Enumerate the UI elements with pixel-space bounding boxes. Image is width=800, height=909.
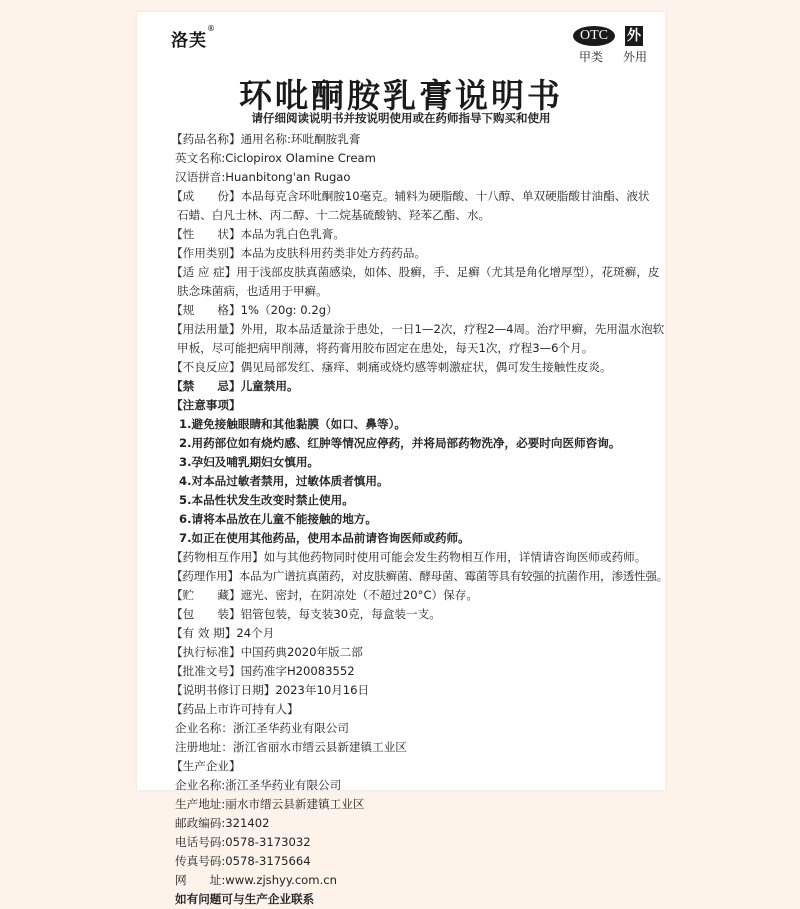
section-text: 本品为广谱抗真菌药，对皮肤癣菌、酵母菌、霉菌等具有较强的抗菌作用，渗透性强。 — [238, 569, 668, 583]
field-label: 注册地址： — [175, 740, 233, 754]
field-value: 丽水市缙云县新建镇工业区 — [225, 797, 365, 811]
precaution-item: 5.本品性状发生改变时禁止使用。 — [179, 493, 354, 507]
spec-row — [171, 301, 661, 320]
pinyin-row — [171, 168, 661, 187]
section-label: 【批准文号】 — [171, 664, 241, 678]
section-text: 儿童禁用。 — [240, 379, 299, 393]
website-row — [171, 871, 661, 890]
field-label: 电话号码: — [175, 835, 226, 849]
registered-mark: ® — [207, 24, 216, 33]
usage-row — [171, 320, 665, 339]
section-text: 1%（20g: 0.2g） — [240, 303, 338, 317]
section-text: 国药准字H20083552 — [240, 664, 355, 678]
drug-name-row — [171, 130, 661, 149]
section-label: 【包 装】 — [171, 607, 241, 621]
generic-name: 环吡酮胺乳膏 — [290, 132, 361, 146]
section-text: 用于浅部皮肤真菌感染，如体、股癣，手、足癣（尤其是角化增厚型），花斑癣，皮 — [236, 265, 660, 279]
brand-name: 洛芙 — [171, 31, 207, 51]
field-label: 传真号码: — [175, 854, 226, 868]
otc-class-label: 甲类 — [579, 50, 604, 64]
section-label: 【药品名称】 — [171, 132, 241, 146]
adverse-row — [171, 358, 661, 377]
section-label: 【执行标准】 — [171, 645, 241, 659]
external-use-icon: 外 — [627, 28, 641, 44]
otc-badges — [573, 26, 653, 66]
field-label: 英文名称: — [175, 151, 226, 165]
section-text: 外用，取本品适量涂于患处，一日1—2次，疗程2—4周。治疗甲癣，先用温水泡软 — [240, 322, 665, 336]
precaution-item: 2.用药部位如有烧灼感、红肿等情况应停药，并将局部药物洗净，必要时向医师咨询。 — [179, 436, 621, 450]
indications-row-cont: 肤念珠菌病，也适用于甲癣。 — [177, 284, 328, 298]
fax-row — [171, 852, 661, 871]
revision-row — [171, 681, 661, 700]
section-label: 【有 效 期】 — [171, 626, 237, 640]
english-name: Ciclopirox Olamine Cream — [225, 151, 376, 165]
contact-note: 如有问题可与生产企业联系 — [175, 892, 315, 906]
holder-heading: 【药品上市许可持有人】 — [171, 702, 299, 716]
postcode-row — [171, 814, 661, 833]
manufacturer-heading: 【生产企业】 — [171, 759, 241, 773]
phone-row — [171, 833, 661, 852]
field-value: 321402 — [225, 816, 270, 830]
section-label: 【不良反应】 — [171, 360, 241, 374]
precaution-item: 3.孕妇及哺乳期妇女慎用。 — [179, 455, 320, 469]
section-label: 【规 格】 — [171, 303, 241, 317]
section-label: 【药物相互作用】 — [171, 550, 264, 564]
field-value: 浙江圣华药业有限公司 — [225, 778, 342, 792]
section-text: 本品为皮肤科用药类非处方药药品。 — [240, 246, 427, 260]
document-subtitle: 请仔细阅读说明书并按说明使用或在药师指导下购买和使用 — [251, 111, 551, 125]
description-row — [171, 225, 661, 244]
pinyin-name: Huanbitong'an Rugao — [225, 170, 351, 184]
field-label: 企业名称： — [175, 721, 233, 735]
section-label: 【药理作用】 — [171, 569, 239, 583]
field-value: 浙江圣华药业有限公司 — [232, 721, 349, 735]
usage-row-cont: 甲板，尽可能把病甲削薄，将药膏用胶布固定在患处，每天1次，疗程3—6个月。 — [177, 341, 594, 355]
ingredients-row-cont: 石蜡、白凡士林、丙二醇、十二烷基硫酸钠、羟苯乙酯、水。 — [177, 208, 491, 222]
instruction-leaflet — [137, 12, 668, 906]
document-title: 环吡酮胺乳膏说明书 — [239, 76, 563, 115]
standard-row — [171, 643, 661, 662]
precaution-item: 6.请将本品放在儿童不能接触的地方。 — [179, 512, 377, 526]
validity-row — [171, 624, 661, 643]
otc-icon: OTC — [573, 26, 615, 46]
section-label: 【用法用量】 — [171, 322, 241, 336]
field-label: 生产地址: — [175, 797, 226, 811]
field-label: 邮政编码: — [175, 816, 226, 830]
package-row — [171, 605, 661, 624]
indications-row — [171, 263, 661, 282]
section-text: 中国药典2020年版二部 — [240, 645, 363, 659]
brand-logo — [171, 26, 216, 51]
precautions-heading: 【注意事项】 — [171, 398, 241, 412]
manufacturer-address-row — [171, 795, 661, 814]
section-text: 2023年10月16日 — [275, 683, 370, 697]
field-label: 汉语拼音: — [175, 170, 226, 184]
section-text: 如与其他药物同时使用可能会发生药物相互作用，详情请咨询医师或药师。 — [263, 550, 647, 564]
external-use-label: 外用 — [623, 50, 648, 64]
field-label: 通用名称: — [240, 132, 291, 146]
section-label: 【作用类别】 — [171, 246, 241, 260]
category-row — [171, 244, 661, 263]
section-text: 铝管包装，每支装30克，每盒装一支。 — [240, 607, 441, 621]
section-label: 【禁 忌】 — [171, 379, 241, 393]
field-label: 企业名称: — [175, 778, 226, 792]
section-text: 本品每克含环吡酮胺10毫克。辅料为硬脂酸、十八醇、单双硬脂酸甘油酯、液状 — [240, 189, 650, 203]
section-label: 【适 应 症】 — [171, 265, 237, 279]
field-label: 网 址: — [175, 873, 226, 887]
section-text: 遮光、密封，在阴凉处（不超过20°C）保存。 — [240, 588, 478, 602]
interactions-row — [171, 548, 661, 567]
precaution-item: 7.如正在使用其他药品，使用本品前请咨询医师或药师。 — [179, 531, 470, 545]
leaflet-body — [171, 130, 668, 909]
manufacturer-company-row — [171, 776, 661, 795]
section-label: 【性 状】 — [171, 227, 241, 241]
section-text: 本品为乳白色乳膏。 — [240, 227, 345, 241]
pharmacology-row — [171, 567, 668, 586]
field-value: 0578-3173032 — [225, 835, 311, 849]
holder-address-row — [171, 738, 661, 757]
section-text: 偶见局部发红、瘙痒、刺痛或烧灼感等刺激症状，偶可发生接触性皮炎。 — [240, 360, 612, 374]
precaution-item: 1.避免接触眼睛和其他黏膜（如口、鼻等）。 — [179, 417, 406, 431]
section-label: 【说明书修订日期】 — [171, 683, 276, 697]
section-text: 24个月 — [236, 626, 275, 640]
english-name-row — [171, 149, 661, 168]
field-value: 浙江省丽水市缙云县新建镇工业区 — [232, 740, 407, 754]
section-label: 【贮 藏】 — [171, 588, 241, 602]
section-label: 【成 份】 — [171, 189, 241, 203]
precaution-item: 4.对本品过敏者禁用，过敏体质者慎用。 — [179, 474, 389, 488]
storage-row — [171, 586, 661, 605]
approval-row — [171, 662, 661, 681]
ingredients-row — [171, 187, 661, 206]
holder-company-row — [171, 719, 661, 738]
field-value: 0578-3175664 — [225, 854, 311, 868]
website-link: www.zjshyy.com.cn — [225, 873, 337, 887]
contraindications-row — [171, 377, 661, 396]
